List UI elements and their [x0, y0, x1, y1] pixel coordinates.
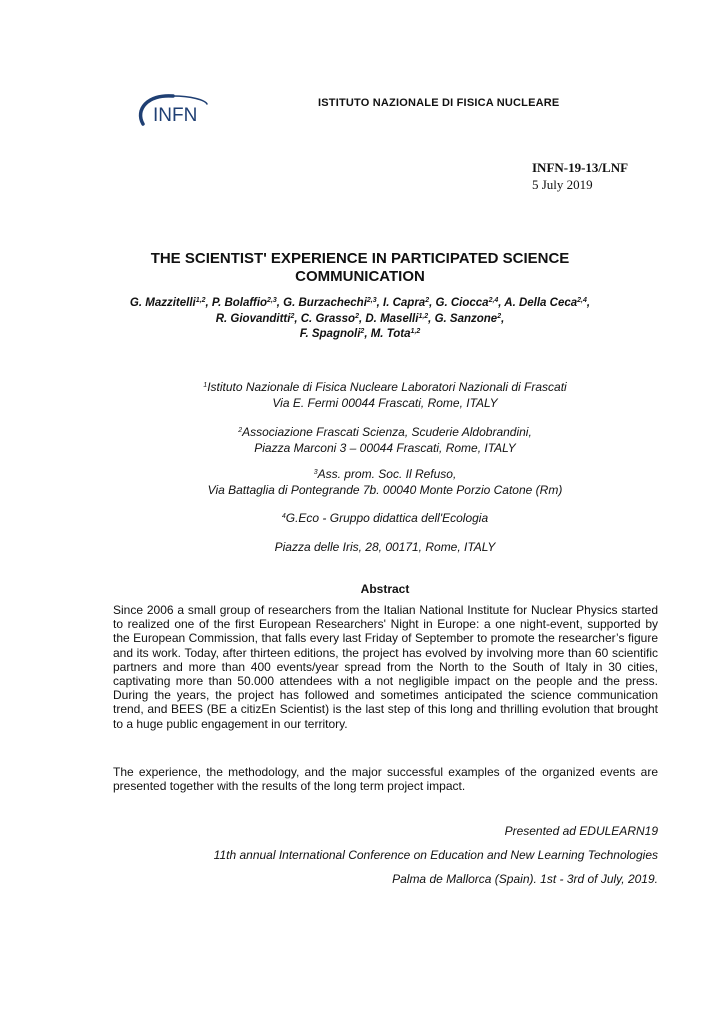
report-number: INFN-19-13/LNF [532, 160, 629, 175]
author-affil: 2,4 [577, 297, 587, 304]
affiliation-number: 2 [238, 427, 243, 434]
author-affil: 2 [425, 297, 430, 304]
infn-logo [133, 90, 213, 130]
affiliation-line: Piazza delle Iris, 28, 00171, Rome, ITALY [274, 540, 496, 554]
infn-logo-mark [133, 90, 213, 130]
affiliation-line: Via E. Fermi 00044 Frascati, Rome, ITALY [272, 396, 498, 410]
affiliation-line: G.Eco - Gruppo didattica dell'Ecologia [285, 511, 489, 525]
author-affil: 2 [355, 312, 359, 320]
presented-line-1: Presented ad EDULEARN19 [504, 824, 658, 838]
title-line-2: COMMUNICATION [295, 268, 425, 285]
author-affil: 2 [497, 312, 502, 320]
author: G. Sanzone [434, 312, 498, 325]
abstract-paragraph-2: The experience, the methodology, and the major successful examples of the organized events are presented together with the results of the long term project impact. [113, 765, 658, 794]
report-date: 5 July 2019 [532, 177, 593, 192]
author: M. Tota [370, 328, 411, 340]
affiliation-4 [60, 510, 710, 555]
affiliation-line: Piazza Marconi 3 – 00044 Frascati, Rome, ITALY [254, 441, 516, 455]
author: A. Della Ceca [504, 297, 578, 309]
author: C. Grasso [300, 312, 356, 325]
paper-title [60, 250, 660, 286]
author-line-2: R. Giovanditti$^2$, C. Grasso$^2$, D. Maselli$^{1,2}$, G. Sanzone$^2$, [215, 312, 505, 325]
author-affil: 2 [290, 312, 295, 320]
author: G. Burzachechi [283, 297, 367, 309]
affiliation-line: Associazione Frascati Scienza, Scuderie Aldobrandini, [242, 425, 532, 439]
logo-text: INFN [153, 105, 198, 126]
affiliation-number: 1 [203, 382, 208, 389]
author-affil: 2 [360, 328, 365, 335]
affiliation-number: 3 [313, 469, 318, 476]
abstract-paragraph-1: Since 2006 a small group of researchers from the Italian National Institute for Nuclear Physics started to realized one of the first European Researchers' Night in Europe: a one night-event, supported by the European Commission, that falls every last Friday of September to promote the researcher’s figure and its work. Today, after thirteen editions, the project has evolved by involving more than 60 scientific partners and more than 400 events/year spread from the North to the South of Italy in 30 cities, captivating more than 50.000 attendees with a not negligible impact on the people and the press. During the years, the project has followed and sometimes anticipated the science communication trend, and BEES (BE a citizEn Scientist) is the last step of this long and thrilling evolution that brought to a huge public engagement in our territory. [113, 603, 658, 731]
abstract-heading: Abstract [360, 582, 410, 596]
affiliation-number: 4 [281, 513, 286, 520]
institute-name: ISTITUTO NAZIONALE DI FISICA NUCLEARE [318, 97, 560, 109]
author-line-3: F. Spagnoli$^2$, M. Tota$^{1,2}$ [299, 328, 421, 340]
affiliation-1 [60, 379, 710, 411]
affiliation-2 [60, 424, 710, 456]
affiliation-line: Istituto Nazionale di Fisica Nucleare Laboratori Nazionali di Frascati [207, 380, 567, 394]
author: P. Bolaffio [211, 297, 268, 309]
author-affil: 1,2 [410, 328, 421, 335]
author: F. Spagnoli [299, 328, 361, 340]
author: I. Capra [383, 297, 426, 309]
presented-line-2: 11th annual International Conference on Education and New Learning Technologies [213, 848, 658, 862]
author: R. Giovanditti [215, 312, 291, 325]
presented-line-3: Palma de Mallorca (Spain). 1st - 3rd of July, 2019. [392, 872, 658, 886]
author-line-1: G. Mazzitelli$^{1,2}$, P. Bolaffio$^{2,3}$, G. Burzachechi$^{2,3}$, I. Capra$^2$, G. Ciocca$^{2,4}$, A. Della Ceca$^{2,4}$, [129, 297, 591, 309]
author: G. Ciocca [435, 297, 489, 309]
affiliation-line: Via Battaglia di Pontegrande 7b. 00040 Monte Porzio Catone (Rm) [207, 483, 563, 497]
author: D. Maselli [365, 312, 419, 325]
author-affil: 2,3 [366, 297, 377, 304]
title-line-1: THE SCIENTIST' EXPERIENCE IN PARTICIPATED SCIENCE [150, 250, 570, 267]
author-list [60, 296, 660, 343]
author: G. Mazzitelli [129, 297, 196, 309]
author-affil: 1,2 [418, 312, 429, 320]
affiliation-line: Ass. prom. Soc. Il Refuso, [317, 467, 457, 481]
author-affil: 1,2 [195, 297, 206, 304]
author-affil: 2,3 [267, 297, 277, 304]
author-affil: 2,4 [488, 297, 499, 304]
report-info [532, 159, 628, 193]
affiliation-3 [60, 466, 710, 498]
